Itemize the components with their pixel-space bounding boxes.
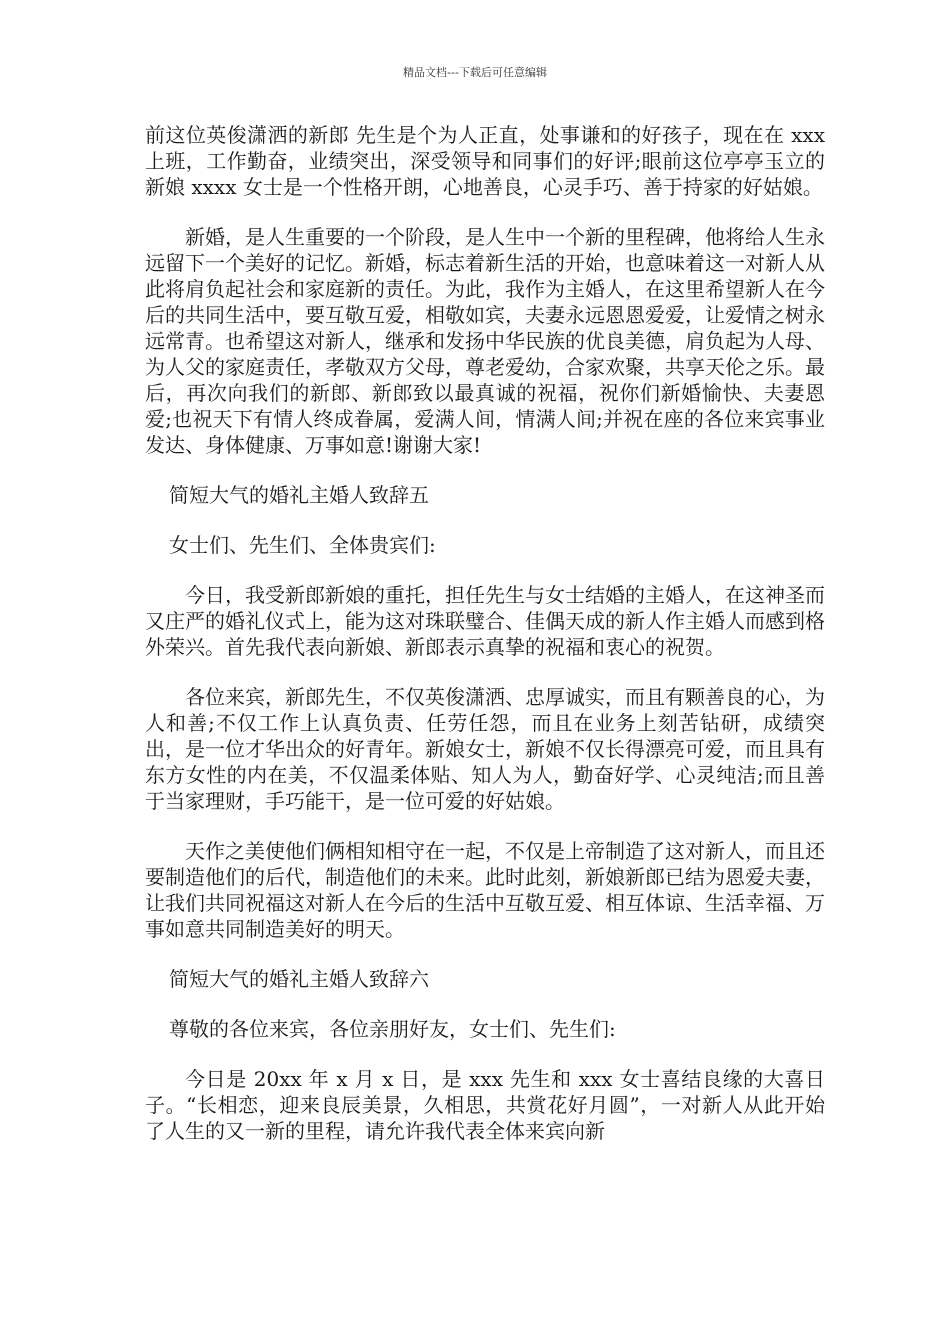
paragraph-blessing: 天作之美使他们俩相知相守在一起，不仅是上帝制造了这对新人，而且还要制造他们的后代，制造他们的未来。此时此刻，新娘新郎已结为恩爱夫妻，让我们共同祝福这对新人在今后的生活中互敬互爱、相互体谅、生活幸福、万事如意共同制造美好的明天。 (145, 839, 825, 941)
section-heading-five: 简短大气的婚礼主婚人致辞五 (169, 483, 429, 507)
salutation-five: 女士们、先生们、全体贵宾们: (169, 533, 436, 557)
paragraph-new-marriage: 新婚，是人生重要的一个阶段，是人生中一个新的里程碑，他将给人生永远留下一个美好的记忆。新婚，标志着新生活的开始，也意味着这一对新人从此将肩负起社会和家庭新的责任。为此，我作为主婚人，在这里希望新人在今后的共同生活中，要互敬互爱，相敬如宾，夫妻永远恩恩爱爱，让爱情之树永远常青。也希望这对新人，继承和发扬中华民族的优良美德，肩负起为人母、为人父的家庭责任，孝敬双方父母，尊老爱幼，合家欢聚，共享天伦之乐。最后，再次向我们的新郎、新郎致以最真诚的祝福，祝你们新婚愉快、夫妻恩爱;也祝天下有情人终成眷属，爱满人间，情满人间;并祝在座的各位来宾事业发达、身体健康、万事如意!谢谢大家! (145, 225, 825, 457)
document-body (145, 122, 825, 1168)
page-header: 精品文档---下载后可任意编辑 (403, 66, 547, 79)
salutation-six: 尊敬的各位来宾，各位亲朋好友，女士们、先生们: (169, 1017, 616, 1041)
paragraph-entrusted: 今日，我受新郎新娘的重托，担任先生与女士结婚的主婚人，在这神圣而又庄严的婚礼仪式上，能为这对珠联璧合、佳偶天成的新人作主婚人而感到格外荣兴。首先我代表向新娘、新郎表示真挚的祝福和衷心的祝贺。 (145, 583, 825, 659)
paragraph-groom-bride: 各位来宾，新郎先生，不仅英俊潇洒、忠厚诚实，而且有颗善良的心，为人和善;不仅工作上认真负责、任劳任怨，而且在业务上刻苦钻研，成绩突出，是一位才华出众的好青年。新娘女士，新娘不仅长得漂亮可爱，而且具有东方女性的内在美，不仅温柔体贴、知人为人，勤奋好学、心灵纯洁;而且善于当家理财，手巧能干，是一位可爱的好姑娘。 (145, 685, 825, 813)
section-heading-six: 简短大气的婚礼主婚人致辞六 (169, 967, 429, 991)
paragraph-wedding-day: 今日是 20xx 年 x 月 x 日，是 xxx 先生和 xxx 女士喜结良缘的大喜日子。“长相恋，迎来良辰美景，久相思，共赏花好月圆”，一对新人从此开始了人生的又一新的里程，请允许我代表全体来宾向新 (145, 1067, 825, 1143)
paragraph-intro-couple: 前这位英俊潇洒的新郎 先生是个为人正直，处事谦和的好孩子，现在在 xxx 上班，工作勤奋，业绩突出，深受领导和同事们的好评;眼前这位亭亭玉立的新娘 xxxx 女士是一个性格开朗，心地善良，心灵手巧、善于持家的好姑娘。 (145, 123, 825, 199)
